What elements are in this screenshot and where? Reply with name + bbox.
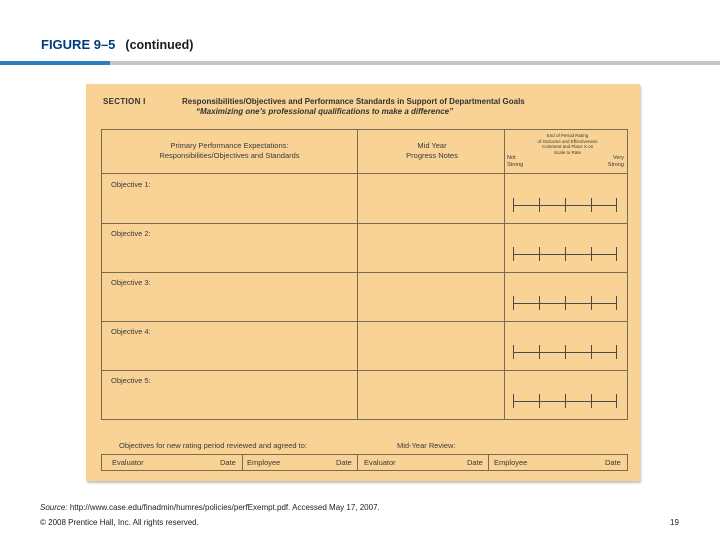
new-period-note: Objectives for new rating period reviewed and agreed to:	[119, 441, 308, 450]
col2-header: Mid Year Progress Notes	[406, 141, 458, 160]
source-prefix: Source:	[40, 503, 68, 512]
signature-row	[101, 454, 628, 471]
objective-2-label: Objective 2:	[111, 229, 151, 238]
title-rule	[0, 61, 720, 65]
objective-3-label: Objective 3:	[111, 278, 151, 287]
section-label: SECTION I	[103, 97, 146, 106]
row-divider	[102, 272, 627, 273]
objective-1-label: Objective 1:	[111, 180, 151, 189]
section-title: Responsibilities/Objectives and Performance Standards in Support of Departmental Goals	[182, 97, 525, 106]
rating-scale-3[interactable]	[513, 296, 617, 310]
objectives-table	[101, 129, 628, 420]
objective-5-label: Objective 5:	[111, 376, 151, 385]
date-label: Date	[605, 458, 621, 467]
header-divider	[102, 173, 627, 174]
rating-scale-1[interactable]	[513, 198, 617, 212]
date-label: Date	[467, 458, 483, 467]
employee-label: Employee	[247, 458, 281, 467]
section-motto: “Maximizing one’s professional qualifications to make a difference”	[196, 107, 454, 116]
rating-scale-5[interactable]	[513, 394, 617, 408]
row-divider	[102, 223, 627, 224]
appraisal-form	[86, 84, 640, 481]
source-url: http://www.case.edu/finadmin/humres/policies/perfExempt.pdf. Accessed May 17, 2007.	[69, 503, 380, 512]
sign-divider	[242, 455, 243, 470]
mid-year-review-note: Mid-Year Review:	[397, 441, 456, 450]
figure-label: FIGURE 9–5	[41, 37, 116, 52]
rating-scale-2[interactable]	[513, 247, 617, 261]
scale-high-label: Very Strong	[607, 155, 624, 168]
figure-subtitle: (continued)	[125, 38, 194, 52]
row-divider	[102, 370, 627, 371]
title-rule-accent	[0, 61, 110, 65]
page-number: 19	[670, 518, 679, 527]
date-label: Date	[336, 458, 352, 467]
sign-divider	[488, 455, 489, 470]
col1-header: Primary Performance Expectations: Responsibilities/Objectives and Standards	[159, 141, 300, 160]
scale-low-label: Not Strong	[507, 155, 524, 168]
col3-header: End of Period Rating of Outcome and Effectiveness Comment and Place X on Scale to Rate	[537, 133, 598, 155]
date-label: Date	[220, 458, 236, 467]
employee-label: Employee	[494, 458, 528, 467]
source-citation	[40, 503, 380, 512]
evaluator-label: Evaluator	[112, 458, 144, 467]
figure-title	[41, 37, 193, 52]
evaluator-label: Evaluator	[364, 458, 396, 467]
row-divider	[102, 321, 627, 322]
sign-divider	[357, 455, 358, 470]
copyright: © 2008 Prentice Hall, Inc. All rights reserved.	[40, 518, 199, 527]
objective-4-label: Objective 4:	[111, 327, 151, 336]
rating-scale-4[interactable]	[513, 345, 617, 359]
